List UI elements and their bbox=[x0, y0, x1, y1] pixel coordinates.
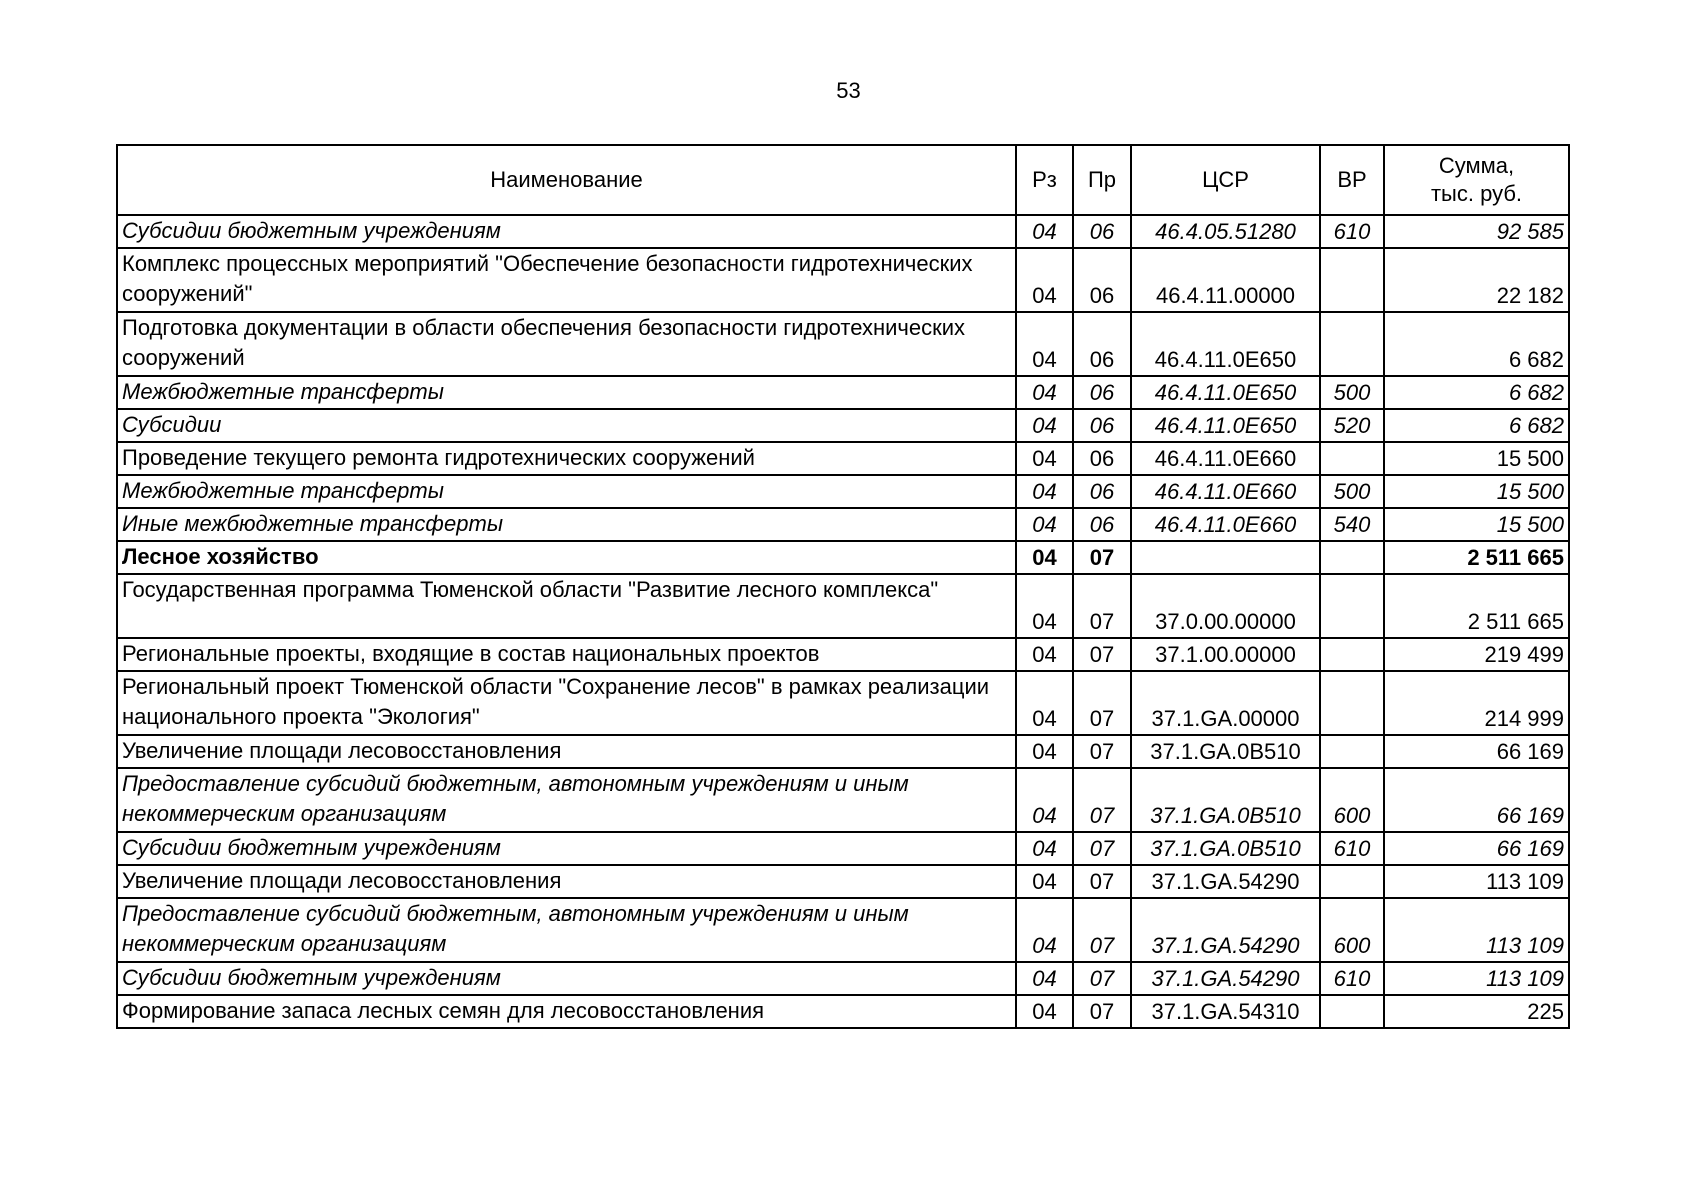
cell-rz: 04 bbox=[1016, 376, 1073, 409]
cell-vr: 520 bbox=[1320, 409, 1384, 442]
table-row bbox=[117, 962, 1569, 995]
cell-csr: 37.1.GA.00000 bbox=[1131, 671, 1320, 735]
cell-vr: 540 bbox=[1320, 508, 1384, 541]
cell-pr: 07 bbox=[1073, 865, 1131, 898]
cell-rz: 04 bbox=[1016, 898, 1073, 962]
cell-csr: 46.4.11.0Е660 bbox=[1131, 475, 1320, 508]
cell-csr bbox=[1131, 541, 1320, 574]
header-sum bbox=[1384, 145, 1569, 215]
cell-vr: 500 bbox=[1320, 475, 1384, 508]
cell-name: Проведение текущего ремонта гидротехнических сооружений bbox=[117, 442, 1016, 475]
cell-rz: 04 bbox=[1016, 312, 1073, 376]
page-number: 53 bbox=[836, 78, 861, 103]
cell-rz: 04 bbox=[1016, 409, 1073, 442]
cell-rz: 04 bbox=[1016, 995, 1073, 1028]
cell-sum: 22 182 bbox=[1384, 248, 1569, 312]
cell-name: Предоставление субсидий бюджетным, автономным учреждениям и иным некоммерческим организациям bbox=[117, 898, 1016, 962]
cell-rz: 04 bbox=[1016, 508, 1073, 541]
cell-pr: 06 bbox=[1073, 442, 1131, 475]
cell-vr: 610 bbox=[1320, 832, 1384, 865]
cell-pr: 06 bbox=[1073, 409, 1131, 442]
table-row bbox=[117, 312, 1569, 376]
cell-name: Предоставление субсидий бюджетным, автономным учреждениям и иным некоммерческим организациям bbox=[117, 768, 1016, 832]
header-csr: ЦСР bbox=[1131, 145, 1320, 215]
cell-name: Межбюджетные трансферты bbox=[117, 376, 1016, 409]
header-pr: Пр bbox=[1073, 145, 1131, 215]
cell-rz: 04 bbox=[1016, 832, 1073, 865]
cell-rz: 04 bbox=[1016, 442, 1073, 475]
cell-vr bbox=[1320, 574, 1384, 638]
table-row bbox=[117, 865, 1569, 898]
cell-csr: 37.1.GA.0В510 bbox=[1131, 768, 1320, 832]
cell-vr bbox=[1320, 735, 1384, 768]
table-body bbox=[117, 215, 1569, 1028]
cell-pr: 06 bbox=[1073, 376, 1131, 409]
cell-sum: 15 500 bbox=[1384, 475, 1569, 508]
budget-table bbox=[116, 144, 1570, 1029]
cell-pr: 07 bbox=[1073, 962, 1131, 995]
cell-csr: 46.4.11.0Е650 bbox=[1131, 312, 1320, 376]
cell-name: Комплекс процессных мероприятий "Обеспечение безопасности гидротехнических сооружений" bbox=[117, 248, 1016, 312]
cell-pr: 06 bbox=[1073, 248, 1131, 312]
cell-vr: 500 bbox=[1320, 376, 1384, 409]
cell-rz: 04 bbox=[1016, 215, 1073, 248]
header-rz: Рз bbox=[1016, 145, 1073, 215]
header-vr: ВР bbox=[1320, 145, 1384, 215]
cell-pr: 07 bbox=[1073, 898, 1131, 962]
cell-name: Формирование запаса лесных семян для лесовосстановления bbox=[117, 995, 1016, 1028]
cell-name: Государственная программа Тюменской области "Развитие лесного комплекса" bbox=[117, 574, 1016, 638]
cell-sum: 6 682 bbox=[1384, 376, 1569, 409]
cell-rz: 04 bbox=[1016, 865, 1073, 898]
header-name: Наименование bbox=[117, 145, 1016, 215]
cell-sum: 66 169 bbox=[1384, 735, 1569, 768]
cell-pr: 07 bbox=[1073, 671, 1131, 735]
cell-csr: 37.1.GA.54310 bbox=[1131, 995, 1320, 1028]
header-sum-line1: Сумма, bbox=[1438, 153, 1515, 178]
cell-vr: 610 bbox=[1320, 215, 1384, 248]
cell-sum: 6 682 bbox=[1384, 312, 1569, 376]
cell-sum: 2 511 665 bbox=[1384, 574, 1569, 638]
cell-name: Субсидии бюджетным учреждениям bbox=[117, 962, 1016, 995]
table-row bbox=[117, 541, 1569, 574]
table-row bbox=[117, 832, 1569, 865]
cell-csr: 37.1.GA.54290 bbox=[1131, 865, 1320, 898]
cell-rz: 04 bbox=[1016, 248, 1073, 312]
cell-vr: 600 bbox=[1320, 768, 1384, 832]
cell-sum: 113 109 bbox=[1384, 962, 1569, 995]
cell-pr: 07 bbox=[1073, 832, 1131, 865]
cell-csr: 46.4.11.00000 bbox=[1131, 248, 1320, 312]
cell-name: Региональный проект Тюменской области "Сохранение лесов" в рамках реализации национального проекта "Экология" bbox=[117, 671, 1016, 735]
cell-rz: 04 bbox=[1016, 962, 1073, 995]
table-row bbox=[117, 898, 1569, 962]
cell-rz: 04 bbox=[1016, 574, 1073, 638]
cell-name: Подготовка документации в области обеспечения безопасности гидротехнических сооружений bbox=[117, 312, 1016, 376]
cell-pr: 06 bbox=[1073, 312, 1131, 376]
cell-pr: 07 bbox=[1073, 574, 1131, 638]
cell-vr bbox=[1320, 248, 1384, 312]
cell-sum: 66 169 bbox=[1384, 768, 1569, 832]
cell-csr: 37.1.GA.54290 bbox=[1131, 962, 1320, 995]
cell-sum: 92 585 bbox=[1384, 215, 1569, 248]
cell-sum: 225 bbox=[1384, 995, 1569, 1028]
table-row bbox=[117, 995, 1569, 1028]
cell-csr: 37.1.00.00000 bbox=[1131, 638, 1320, 671]
cell-sum: 15 500 bbox=[1384, 442, 1569, 475]
cell-csr: 46.4.05.51280 bbox=[1131, 215, 1320, 248]
cell-rz: 04 bbox=[1016, 735, 1073, 768]
table-row bbox=[117, 475, 1569, 508]
cell-vr bbox=[1320, 638, 1384, 671]
cell-csr: 37.1.GA.0В510 bbox=[1131, 832, 1320, 865]
cell-name: Субсидии bbox=[117, 409, 1016, 442]
table-header-row bbox=[117, 145, 1569, 215]
table-row bbox=[117, 671, 1569, 735]
cell-rz: 04 bbox=[1016, 671, 1073, 735]
cell-csr: 46.4.11.0Е650 bbox=[1131, 376, 1320, 409]
cell-name: Лесное хозяйство bbox=[117, 541, 1016, 574]
table-row bbox=[117, 508, 1569, 541]
cell-sum: 2 511 665 bbox=[1384, 541, 1569, 574]
cell-csr: 46.4.11.0Е660 bbox=[1131, 508, 1320, 541]
cell-rz: 04 bbox=[1016, 638, 1073, 671]
cell-vr bbox=[1320, 442, 1384, 475]
cell-name: Межбюджетные трансферты bbox=[117, 475, 1016, 508]
table-row bbox=[117, 638, 1569, 671]
table-row bbox=[117, 215, 1569, 248]
cell-name: Субсидии бюджетным учреждениям bbox=[117, 215, 1016, 248]
cell-pr: 07 bbox=[1073, 995, 1131, 1028]
table-row bbox=[117, 409, 1569, 442]
cell-pr: 06 bbox=[1073, 475, 1131, 508]
cell-name: Увеличение площади лесовосстановления bbox=[117, 865, 1016, 898]
cell-pr: 07 bbox=[1073, 768, 1131, 832]
cell-rz: 04 bbox=[1016, 475, 1073, 508]
cell-vr bbox=[1320, 671, 1384, 735]
cell-pr: 06 bbox=[1073, 508, 1131, 541]
cell-csr: 46.4.11.0Е660 bbox=[1131, 442, 1320, 475]
cell-name: Региональные проекты, входящие в состав национальных проектов bbox=[117, 638, 1016, 671]
cell-pr: 07 bbox=[1073, 735, 1131, 768]
cell-vr bbox=[1320, 865, 1384, 898]
cell-rz: 04 bbox=[1016, 768, 1073, 832]
cell-name: Субсидии бюджетным учреждениям bbox=[117, 832, 1016, 865]
table-row bbox=[117, 442, 1569, 475]
header-sum-line2: тыс. руб. bbox=[1430, 181, 1523, 206]
cell-vr bbox=[1320, 541, 1384, 574]
cell-sum: 113 109 bbox=[1384, 898, 1569, 962]
cell-vr: 610 bbox=[1320, 962, 1384, 995]
cell-csr: 46.4.11.0Е650 bbox=[1131, 409, 1320, 442]
cell-csr: 37.0.00.00000 bbox=[1131, 574, 1320, 638]
table-row bbox=[117, 768, 1569, 832]
cell-name: Увеличение площади лесовосстановления bbox=[117, 735, 1016, 768]
cell-pr: 07 bbox=[1073, 541, 1131, 574]
cell-pr: 07 bbox=[1073, 638, 1131, 671]
cell-vr: 600 bbox=[1320, 898, 1384, 962]
table-row bbox=[117, 574, 1569, 638]
cell-sum: 113 109 bbox=[1384, 865, 1569, 898]
table-row bbox=[117, 376, 1569, 409]
table-row bbox=[117, 735, 1569, 768]
cell-csr: 37.1.GA.0В510 bbox=[1131, 735, 1320, 768]
cell-pr: 06 bbox=[1073, 215, 1131, 248]
cell-vr bbox=[1320, 312, 1384, 376]
cell-name: Иные межбюджетные трансферты bbox=[117, 508, 1016, 541]
cell-sum: 66 169 bbox=[1384, 832, 1569, 865]
table-row bbox=[117, 248, 1569, 312]
cell-csr: 37.1.GA.54290 bbox=[1131, 898, 1320, 962]
cell-sum: 15 500 bbox=[1384, 508, 1569, 541]
cell-rz: 04 bbox=[1016, 541, 1073, 574]
cell-sum: 214 999 bbox=[1384, 671, 1569, 735]
cell-sum: 219 499 bbox=[1384, 638, 1569, 671]
cell-sum: 6 682 bbox=[1384, 409, 1569, 442]
cell-vr bbox=[1320, 995, 1384, 1028]
